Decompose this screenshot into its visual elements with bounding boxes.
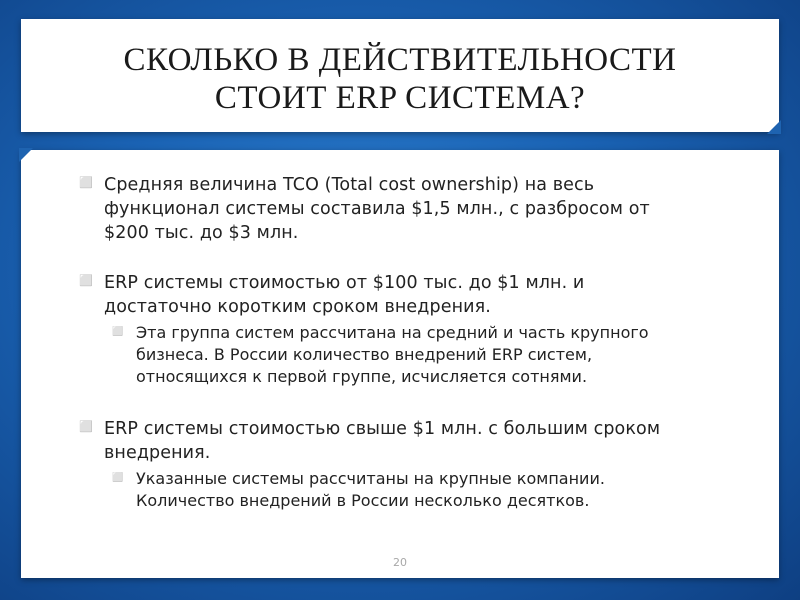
bullet-marker-2: ⬜ [79,274,93,287]
bullet-1-line-1: Средняя величина TCO (Total cost ownership) на весь [104,175,595,195]
slide-title-line-1: СКОЛЬКО В ДЕЙСТВИТЕЛЬНОСТИ [123,42,677,78]
slide-title [21,41,779,117]
bullet-3-line-1: ERP системы стоимостью свыше $1 млн. с большим сроком [104,419,661,439]
bullet-1-line-3: $200 тыс. до $3 млн. [104,223,299,243]
bullet-item-3 [104,417,764,465]
bullet-item-1 [104,173,764,245]
bullet-marker-1: ⬜ [79,176,93,189]
slide-title-line-2: СТОИТ ERP СИСТЕМА? [214,80,586,116]
sub-bullet-marker-2-1: ⬜ [112,327,124,337]
sub-bullet-3-1-line-2: Количество внедрений в России несколько десятков. [136,491,590,510]
title-panel [21,19,779,132]
bullet-marker-3: ⬜ [79,420,93,433]
page-number: 20 [393,556,407,569]
sub-bullet-item-2-1 [136,322,766,388]
content-panel [21,150,779,578]
sub-bullet-2-1-line-2: бизнеса. В России количество внедрений ERP систем, [136,345,593,364]
bullet-2-line-1: ERP системы стоимостью от $100 тыс. до $1 млн. и [104,273,585,293]
bullet-2-line-2: достаточно коротким сроком внедрения. [104,297,491,317]
sub-bullet-2-1-line-1: Эта группа систем рассчитана на средний и часть крупного [136,323,649,342]
sub-bullet-item-3-1 [136,468,766,512]
bullet-item-2 [104,271,764,319]
content-corner-fold [19,148,33,162]
bullet-1-line-2: функционал системы составила $1,5 млн., с разбросом от [104,199,650,219]
sub-bullet-2-1-line-3: относящихся к первой группе, исчисляется сотнями. [136,367,588,386]
title-corner-fold [767,120,781,134]
bullet-3-line-2: внедрения. [104,443,211,463]
sub-bullet-3-1-line-1: Указанные системы рассчитаны на крупные компании. [136,469,605,488]
sub-bullet-marker-3-1: ⬜ [112,473,124,483]
